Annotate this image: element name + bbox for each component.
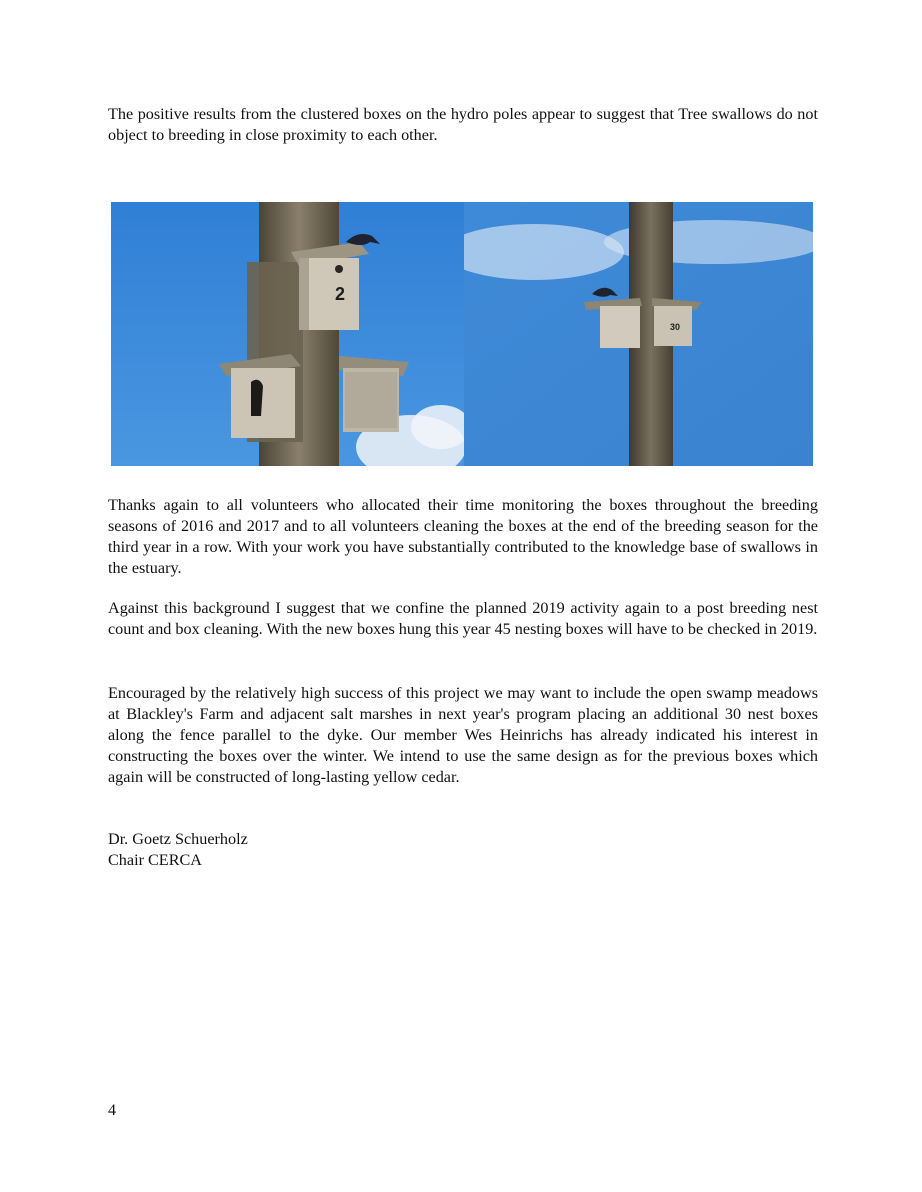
signature-title: Chair CERCA	[108, 851, 202, 869]
nest-boxes-on-pole-image	[111, 202, 464, 466]
paragraph-plan-2019: Against this background I suggest that we confine the planned 2019 activity again to a post breeding nest count and box cleaning. With the new boxes hung this year 45 nesting boxes will have to be checked in 2019.	[108, 599, 818, 638]
paragraph-thanks: Thanks again to all volunteers who allocated their time monitoring the boxes throughout the breeding seasons of 2016 and 2017 and to all volunteers cleaning the boxes at the end of the breeding season for the third year in a row. With your work you have substantially contributed to the knowledge base of swallows in the estuary.	[108, 496, 818, 577]
box-number-label: 30	[670, 322, 681, 332]
signature-name: Dr. Goetz Schuerholz	[108, 830, 248, 848]
box-number-label: 2	[335, 284, 346, 304]
nest-boxes-on-pole-image	[464, 202, 813, 466]
photo-strip	[111, 202, 813, 466]
photo-single-pole-boxes	[464, 202, 813, 466]
photo-clustered-boxes-pole	[111, 202, 464, 466]
paragraph-intro: The positive results from the clustered boxes on the hydro poles appear to suggest that Tree swallows do not object to breeding in close proximity to each other.	[108, 105, 818, 144]
page-number: 4	[108, 1102, 116, 1119]
paragraph-expansion: Encouraged by the relatively high success of this project we may want to include the open swamp meadows at Blackley's Farm and adjacent salt marshes in next year's program placing an additional 30 nest boxes along the fence parallel to the dyke. Our member Wes Heinrichs has already indicated his interest in constructing the boxes over the winter. We intend to use the same design as for the previous boxes which again will be constructed of long-lasting yellow cedar.	[108, 684, 818, 786]
